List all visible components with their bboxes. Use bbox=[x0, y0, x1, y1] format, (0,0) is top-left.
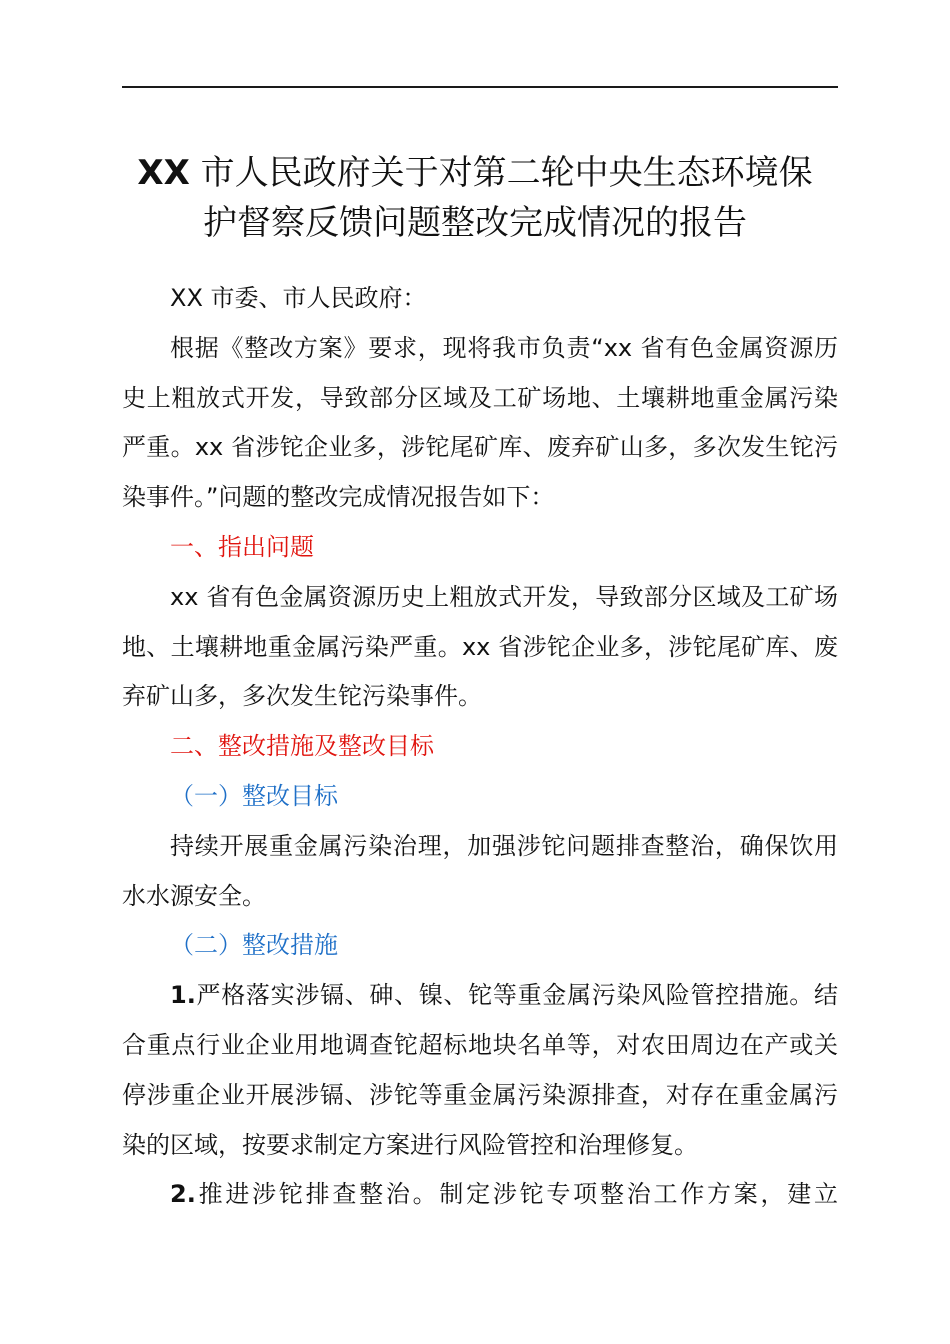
measure-item-1-text: 严格落实涉镉、砷、镍、铊等重金属污染风险管控措施。结合重点行业企业用地调查铊超标地块名单等，对农田周边在产或关停涉重企业开展涉镉、涉铊等重金属污染源排查，对存在重金属污染的区域，按要求制定方案进行风险管控和治理修复。 bbox=[122, 981, 838, 1159]
document-body bbox=[122, 274, 838, 1220]
measure-item-1 bbox=[122, 971, 838, 1170]
document-title bbox=[100, 148, 850, 248]
measure-item-2-number: 2. bbox=[170, 1180, 196, 1209]
salutation: XX 市委、市人民政府： bbox=[170, 284, 427, 312]
section-2-heading: 二、整改措施及整改目标 bbox=[170, 732, 434, 761]
subsection-1-body: 持续开展重金属污染治理，加强涉铊问题排查整治，确保饮用水水源安全。 bbox=[122, 831, 838, 910]
title-line-2: 护督察反馈问题整改完成情况的报告 bbox=[203, 203, 747, 243]
section-1-heading: 一、指出问题 bbox=[170, 532, 314, 561]
header-rule bbox=[122, 86, 838, 88]
intro-paragraph: 根据《整改方案》要求，现将我市负责“xx 省有色金属资源历史上粗放式开发，导致部分区域及工矿场地、土壤耕地重金属污染严重。xx 省涉铊企业多，涉铊尾矿库、废弃矿山多，多次发生铊污染事件。”问题的整改完成情况报告如下： bbox=[122, 333, 838, 512]
section-1-body: xx 省有色金属资源历史上粗放式开发，导致部分区域及工矿场地、土壤耕地重金属污染严重。xx 省涉铊企业多，涉铊尾矿库、废弃矿山多，多次发生铊污染事件。 bbox=[122, 582, 838, 711]
title-line-1: 市人民政府关于对第二轮中央生态环境保 bbox=[200, 153, 813, 193]
subsection-1-heading: （一）整改目标 bbox=[170, 781, 338, 810]
title-prefix: XX bbox=[137, 153, 190, 193]
measure-item-2 bbox=[122, 1170, 838, 1220]
measure-item-1-number: 1. bbox=[170, 981, 196, 1010]
measure-item-2-text: 推进涉铊排查整治。制定涉铊专项整治工作方案，建立 bbox=[195, 1180, 838, 1209]
subsection-2-heading: （二）整改措施 bbox=[170, 931, 338, 960]
